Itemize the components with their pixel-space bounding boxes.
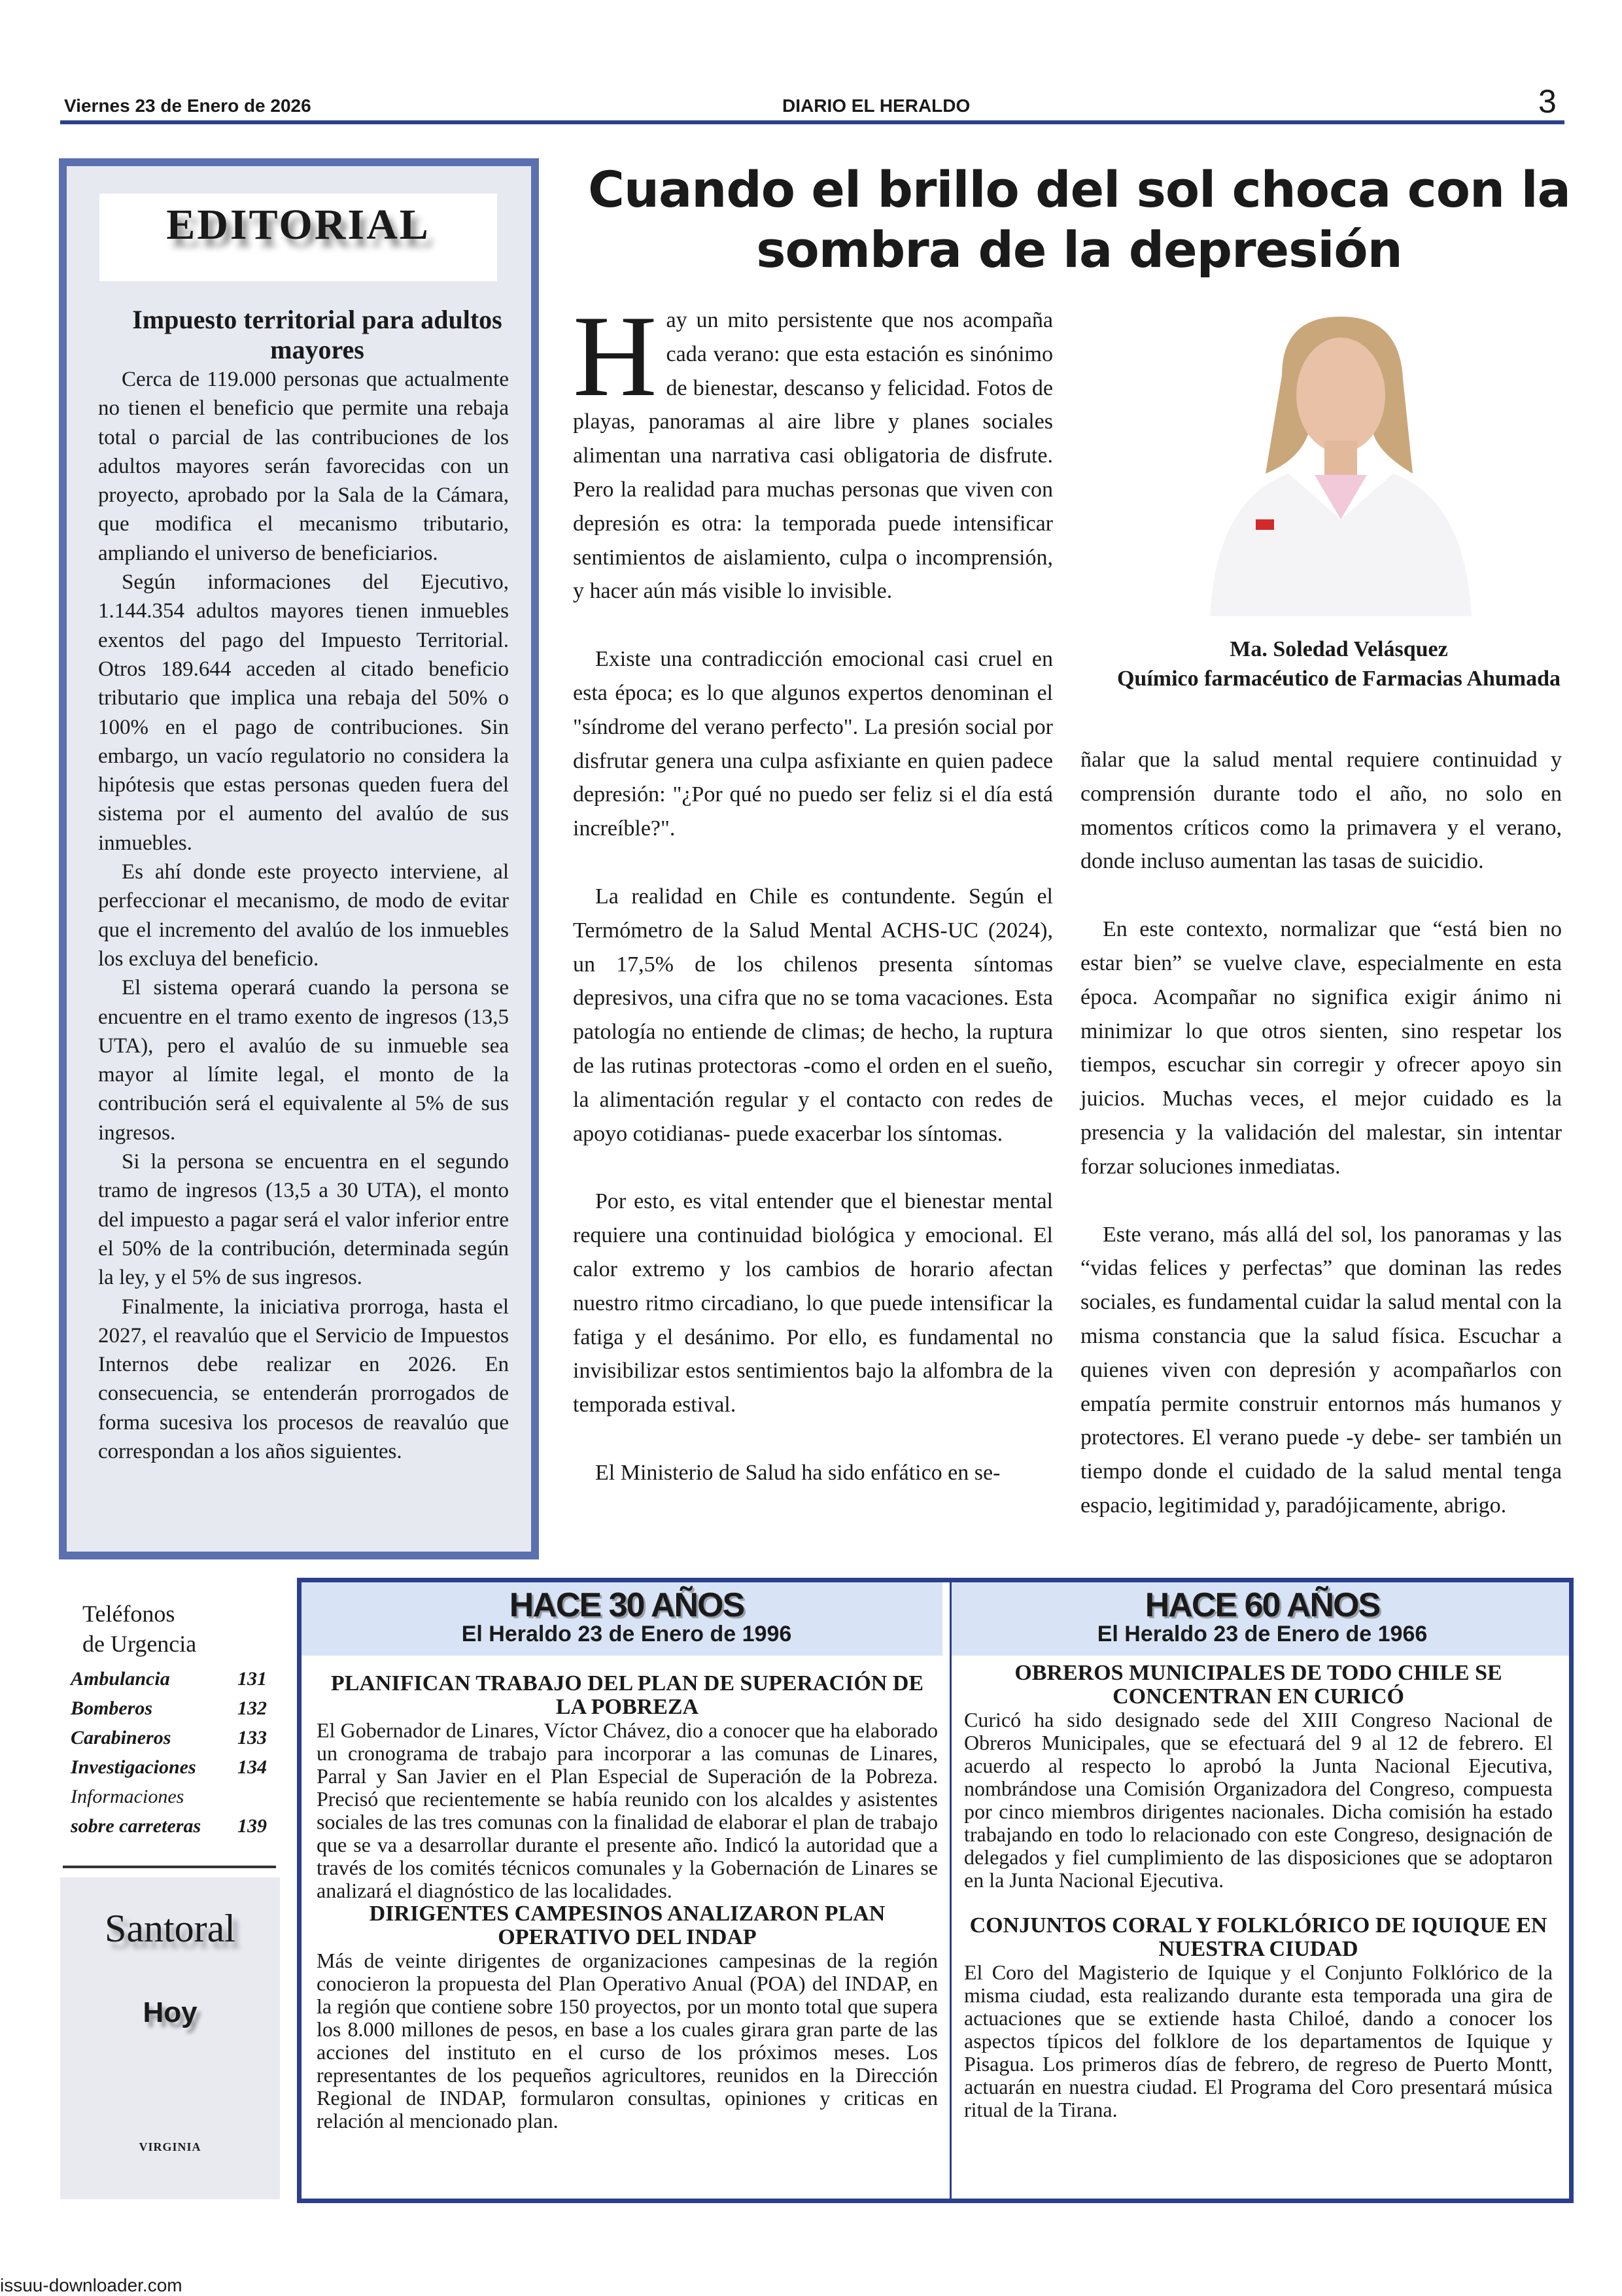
archive-story-body: Más de veinte dirigentes de organizaciones campesinas de la región conocieron la propuesta del Plan Operativo Anual (POA) del INDAP, en la región que contiene sobre 150 proyectos, por un monto total que supera los 8.000 millones de pesos, en base a los cuales girara gran parte de las acciones del instituto en el curso de los próximos meses. Los representantes de los pequeños agricultores, reunidos en la Dirección Regional de INDAP, formularon consultas, opiniones y criticas en relación al mencionado plan. (317, 1949, 938, 2132)
phone-label: Bomberos (71, 1697, 153, 1719)
editorial-paragraph: Es ahí donde este proyecto interviene, al perfeccionar el mecanismo, de modo de evitar que el incremento del avalúo de los inmuebles los excluya del beneficio. (98, 860, 509, 971)
header-rule (60, 120, 1564, 124)
phone-number: 133 (237, 1727, 267, 1748)
first-paragraph-text: ay un mito persistente que nos acompaña cada verano: que esta estación es sinónimo de bienestar, descanso y felicidad. Fotos de playas, panoramas al aire libre y planes sociales alimentan una narrativa casi obligatoria de disfrute. Pero la realidad para muchas personas que viven con depresión es otra: la temporada puede intensificar sentimientos de aislamiento, culpa o incomprensión, y hacer aún más visible lo invisible. (573, 308, 1053, 604)
newspaper-name: DIARIO EL HERALDO (782, 96, 971, 116)
author-role: Químico farmacéutico de Farmacias Ahumada (1116, 667, 1561, 691)
phone-row (71, 1811, 267, 1841)
editorial-paragraph: Finalmente, la iniciativa prorroga, hasta el 2027, el reavalúo que el Servicio de Impuestos Internos debe realizar en 2026. En consecuencia, se entenderán prorrogados de forma sucesiva los procesos de reavalúo que correspondan a los años siguientes. (98, 1295, 509, 1463)
article-paragraph: En este contexto, normalizar que “está bien no estar bien” se vuelve clave, especialmente en esta época. Acompañar no significa exigir ánimo ni minimizar lo que otros sienten, sino respetar los tiempos, escuchar sin corregir y ofrecer apoyo sin juicios. Muchas veces, el mejor cuidado es la presencia y la validación del malestar, sin intentar forzar soluciones inmediatas. (1080, 917, 1562, 1179)
phone-label: Investigaciones (71, 1756, 196, 1778)
santoral-name: VIRGINIA (139, 2140, 201, 2153)
archive-story-title: CONJUNTOS CORAL Y FOLKLÓRICO DE IQUIQUE EN NUESTRA CIUDAD (969, 1913, 1547, 1961)
article-headline: Cuando el brillo del sol choca con la sombra de la depresión (588, 160, 1570, 279)
phone-label: sobre carreteras (71, 1815, 201, 1837)
article-paragraph: Por esto, es vital entender que el bienestar mental requiere una continuidad biológica y emocional. El calor extremo y los cambios de horario afectan nuestro ritmo circadiano, lo que puede intensificar la fatiga y el desánimo. Por ello, es fundamental no invisibilizar estos sentimientos bajo la alfombra de la temporada estival. (573, 1189, 1053, 1418)
archive-date-60: El Heraldo 23 de Enero de 1966 (1097, 1622, 1428, 1646)
editorial-paragraph: El sistema operará cuando la persona se encuentre en el tramo exento de ingresos (13,5 UTA), pero el avalúo de su inmueble sea mayor al límite legal, el monto de la contribución será el equivalente al 5% de sus ingresos. (98, 976, 509, 1145)
editorial-paragraph: Según informaciones del Ejecutivo, 1.144.354 adultos mayores tienen inmuebles exentos del pago del Impuesto Territorial. Otros 189.644 acceden al citado beneficio tributario que implica una rebaja del 50% o 100% en el pago de contribuciones. Sin embargo, un vacío regulatorio no considera la hipótesis que estas personas queden fuera del sistema por el aumento del avalúo de sus inmuebles. (98, 570, 509, 855)
article-paragraph: ñalar que la salud mental requiere continuidad y comprensión durante todo el año, no solo en momentos críticos como la primavera y el verano, donde incluso aumentan las tasas de suicidio. (1080, 748, 1562, 874)
editorial-title: Impuesto territorial para adultos mayores (132, 305, 502, 364)
editorial-paragraph: Cerca de 119.000 personas que actualmente no tienen el beneficio que permite una rebaja total o parcial de las contribuciones de los adultos mayores serán favorecidas con un proyecto, aprobado por la Sala de la Cámara, que modifica el mecanismo tributario, ampliando el universo de beneficiarios. (98, 368, 509, 565)
phones-heading-line: Teléfonos (82, 1601, 175, 1627)
article-paragraph: El Ministerio de Salud ha sido enfático en se- (595, 1460, 1001, 1485)
author-portrait (1184, 304, 1498, 616)
phone-row (71, 1723, 267, 1752)
article-column-2 (1080, 743, 1562, 1557)
phone-row (71, 1782, 267, 1811)
archive-date-30: El Heraldo 23 de Enero de 1996 (461, 1622, 792, 1646)
phone-label: Ambulancia (71, 1668, 170, 1690)
phone-number: 132 (237, 1697, 267, 1719)
phone-label: Carabineros (71, 1727, 171, 1748)
article-paragraph: La realidad en Chile es contundente. Según el Termómetro de la Salud Mental ACHS-UC (2024), un 17,5% de los chilenos presenta síntomas depresivos, una cifra que no se toma vacaciones. Esta patología no entiende de climas; de hecho, la ruptura de las rutinas protectoras -como el orden en el sueño, la alimentación regular y el contacto con redes de apoyo cotidianas- puede exacerbar los síntomas. (573, 884, 1053, 1146)
archive-column-right (964, 1661, 1553, 2121)
phone-row (71, 1752, 267, 1782)
author-caption (1080, 635, 1597, 693)
archive-story-body: El Gobernador de Linares, Víctor Chávez, dio a conocer que ha elaborado un cronograma de trabajo para incorporar a las comunas de Linares, Parral y San Javier en el Plan Especial de Superación de la Pobreza. Precisó que recientemente se había reunido con los alcaldes y asistentes sociales de las tres comunas con la finalidad de elaborar el plan de trabajo que se va a desarrollar durante el presente año. Indicó la autoridad que a través de los comités técnicos comunales y la Gobernación de Linares se analizará el diagnóstico de las localidades. (317, 1718, 938, 1902)
phones-list (71, 1664, 267, 1841)
archive-label-60: HACE 60 AÑOS (1145, 1586, 1380, 1624)
editorial-label: EDITORIAL (166, 201, 430, 249)
phones-heading (82, 1599, 196, 1659)
archive-label-30: HACE 30 AÑOS (509, 1586, 744, 1624)
phone-row (71, 1694, 267, 1723)
phone-label: Informaciones (71, 1786, 184, 1807)
archive-column-left (317, 1672, 938, 2132)
archive-story-title: OBREROS MUNICIPALES DE TODO CHILE SE CONCENTRAN EN CURICÓ (1014, 1661, 1502, 1709)
phones-divider (63, 1866, 276, 1868)
phone-number: 139 (237, 1815, 267, 1837)
phone-number: 131 (237, 1668, 267, 1690)
article-first-paragraph (573, 291, 1053, 608)
article-column-1 (573, 291, 1053, 1524)
archive-story-body: El Coro del Magisterio de Iquique y el Conjunto Folklórico de la misma ciudad, esta realizando durante esta temporada una gira de actuaciones que se extiende hasta Chiloé, dando a conocer los aspectos típicos del folklore de los departamentos de Iquique y Pisagua. Los primeros días de febrero, de regreso de Puerto Montt, actuarán en nuestra ciudad. El Programa del Coro presentará música ritual de la Tirana. (964, 1960, 1553, 2121)
phone-row (71, 1664, 267, 1694)
article-paragraph: Este verano, más allá del sol, los panoramas y las “vidas felices y perfectas” que dominan las redes sociales, es fundamental cuidar la salud mental con la misma constancia que la salud física. Escuchar a quienes viven con depresión y acompañarlos con empatía permite construir entornos más humanos y protectores. El verano puede -y debe- ser también un tiempo donde el cuidado de la salud mental tenga espacio, legitimidad y, paradójicamente, abrigo. (1080, 1222, 1562, 1518)
author-name: Ma. Soledad Velásquez (1230, 637, 1448, 661)
article-paragraph: Existe una contradicción emocional casi cruel en esta época; es lo que algunos expertos denominan el "síndrome del verano perfecto". La presión social por disfrutar genera una culpa asfixiante en quien padece depresión: "¿Por qué no puedo ser feliz si el día está increíble?". (573, 647, 1053, 841)
archive-story-title: DIRIGENTES CAMPESINOS ANALIZARON PLAN OPERATIVO DEL INDAP (369, 1902, 886, 1949)
archive-story-title: PLANIFICAN TRABAJO DEL PLAN DE SUPERACIÓN DE LA POBREZA (330, 1671, 924, 1719)
drop-cap: H (573, 291, 657, 421)
page-number: 3 (1538, 83, 1557, 120)
editorial-paragraph: Si la persona se encuentra en el segundo tramo de ingresos (13,5 a 30 UTA), el monto del impuesto a pagar será el valor inferior entre el 50% de la contribución, determinada según la ley, y el 5% de sus ingresos. (98, 1150, 509, 1290)
source-watermark: issuu-downloader.com (0, 2275, 182, 2295)
editorial-body (98, 365, 509, 1466)
issue-date: Viernes 23 de Enero de 2026 (64, 96, 311, 116)
santoral-today: Hoy (143, 1996, 198, 2028)
santoral-title: Santoral (105, 1907, 235, 1950)
phone-number: 134 (237, 1756, 267, 1778)
phones-heading-line: de Urgencia (82, 1631, 197, 1657)
archive-story-body: Curicó ha sido designado sede del XIII Congreso Nacional de Obreros Municipales, que se efectuará del 9 al 12 de febrero. El acuerdo al respecto lo aprobó la Junta Nacional Ejecutiva, nombrándose una Comisión Organizadora del Congreso, compuesta por cinco miembros dirigentes nacionales. Dicha comisión ha estado trabajando en todo lo relacionado con este Congreso, designación de delegados y fiel cumplimiento de las disposiciones que se adoptaron en la Junta Nacional Ejecutiva. (964, 1708, 1553, 1892)
archive-divider (950, 1582, 952, 2199)
